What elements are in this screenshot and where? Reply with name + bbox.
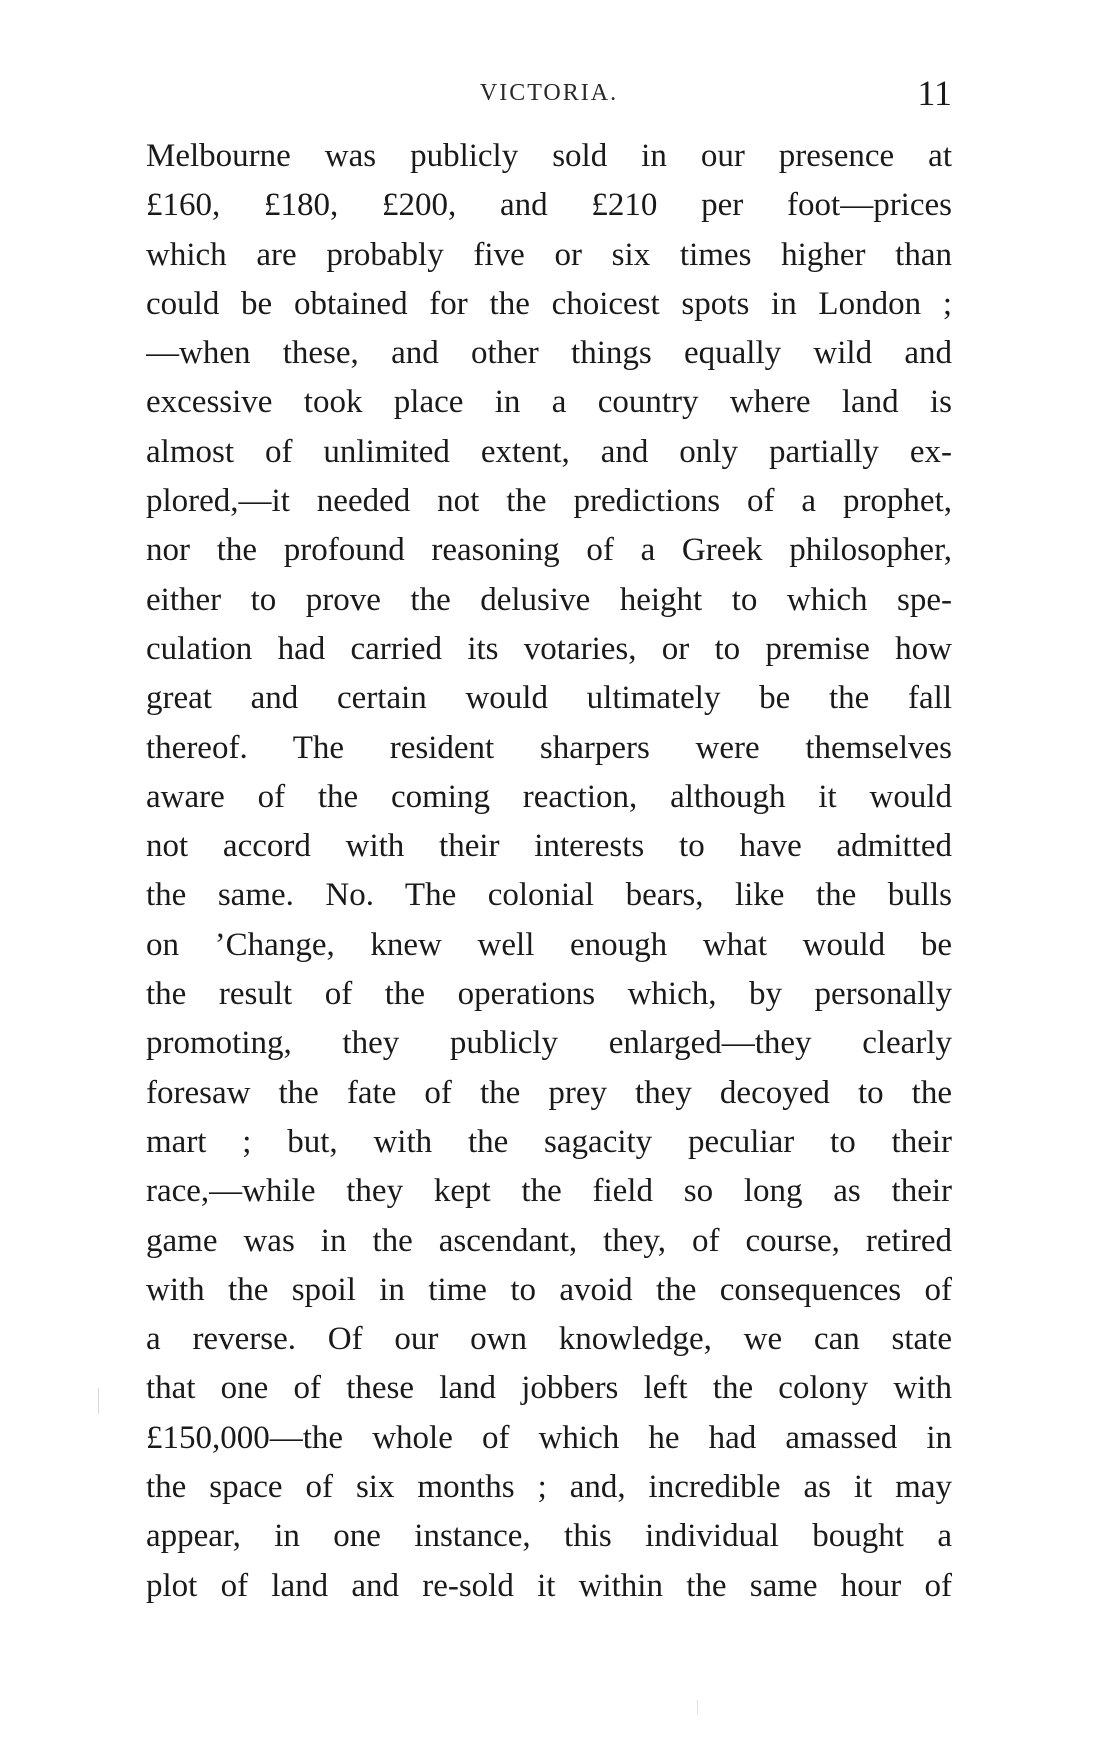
text-line: culation had carried its votaries, or to premise how xyxy=(146,630,952,667)
text-line: almost of unlimited extent, and only partially ex- xyxy=(146,433,952,470)
text-line: plored,—it needed not the predictions of a prophet, xyxy=(146,483,952,520)
text-line: thereof. The resident sharpers were themselves xyxy=(146,729,952,766)
text-line: with the spoil in time to avoid the consequences of xyxy=(146,1271,952,1308)
text-line: foresaw the fate of the prey they decoyed to the xyxy=(146,1074,952,1111)
text-line: the result of the operations which, by personally xyxy=(146,976,952,1013)
text-line: race,—while they kept the field so long as their xyxy=(146,1173,952,1210)
text-line: £150,000—the whole of which he had amassed in xyxy=(146,1419,952,1456)
text-line: aware of the coming reaction, although it would xyxy=(146,778,952,815)
text-line: the same. No. The colonial bears, like the bulls xyxy=(146,877,952,914)
scan-mark xyxy=(98,1388,99,1414)
text-line: appear, in one instance, this individual bought a xyxy=(146,1518,952,1555)
scan-mark xyxy=(697,1700,698,1714)
text-line: Melbourne was publicly sold in our presence at xyxy=(146,138,952,174)
text-line: nor the profound reasoning of a Greek philosopher, xyxy=(146,532,952,569)
text-line: £160, £180, £200, and £210 per foot—prices xyxy=(146,187,952,224)
running-head xyxy=(146,72,952,112)
text-line: great and certain would ultimately be the fall xyxy=(146,680,952,717)
text-line: that one of these land jobbers left the colony with xyxy=(146,1370,952,1407)
text-line: promoting, they publicly enlarged—they clearly xyxy=(146,1025,952,1062)
running-title: VICTORIA. xyxy=(479,80,619,106)
text-line: —when these, and other things equally wild and xyxy=(146,335,952,372)
text-line: a reverse. Of our own knowledge, we can state xyxy=(146,1321,952,1358)
text-line: which are probably five or six times higher than xyxy=(146,236,952,273)
text-line: excessive took place in a country where land is xyxy=(146,384,952,421)
text-line: could be obtained for the choicest spots in London ; xyxy=(146,285,952,322)
body-text xyxy=(146,132,952,1611)
text-line: the space of six months ; and, incredible as it may xyxy=(146,1469,952,1506)
text-line: game was in the ascendant, they, of course, retired xyxy=(146,1222,952,1259)
text-line: either to prove the delusive height to which spe- xyxy=(146,581,952,618)
text-line: mart ; but, with the sagacity peculiar to their xyxy=(146,1123,952,1160)
page-number: 11 xyxy=(917,73,952,113)
text-line: on ’Change, knew well enough what would be xyxy=(146,926,952,963)
text-line: not accord with their interests to have admitted xyxy=(146,828,952,865)
text-line: plot of land and re-sold it within the same hour of xyxy=(146,1567,952,1604)
